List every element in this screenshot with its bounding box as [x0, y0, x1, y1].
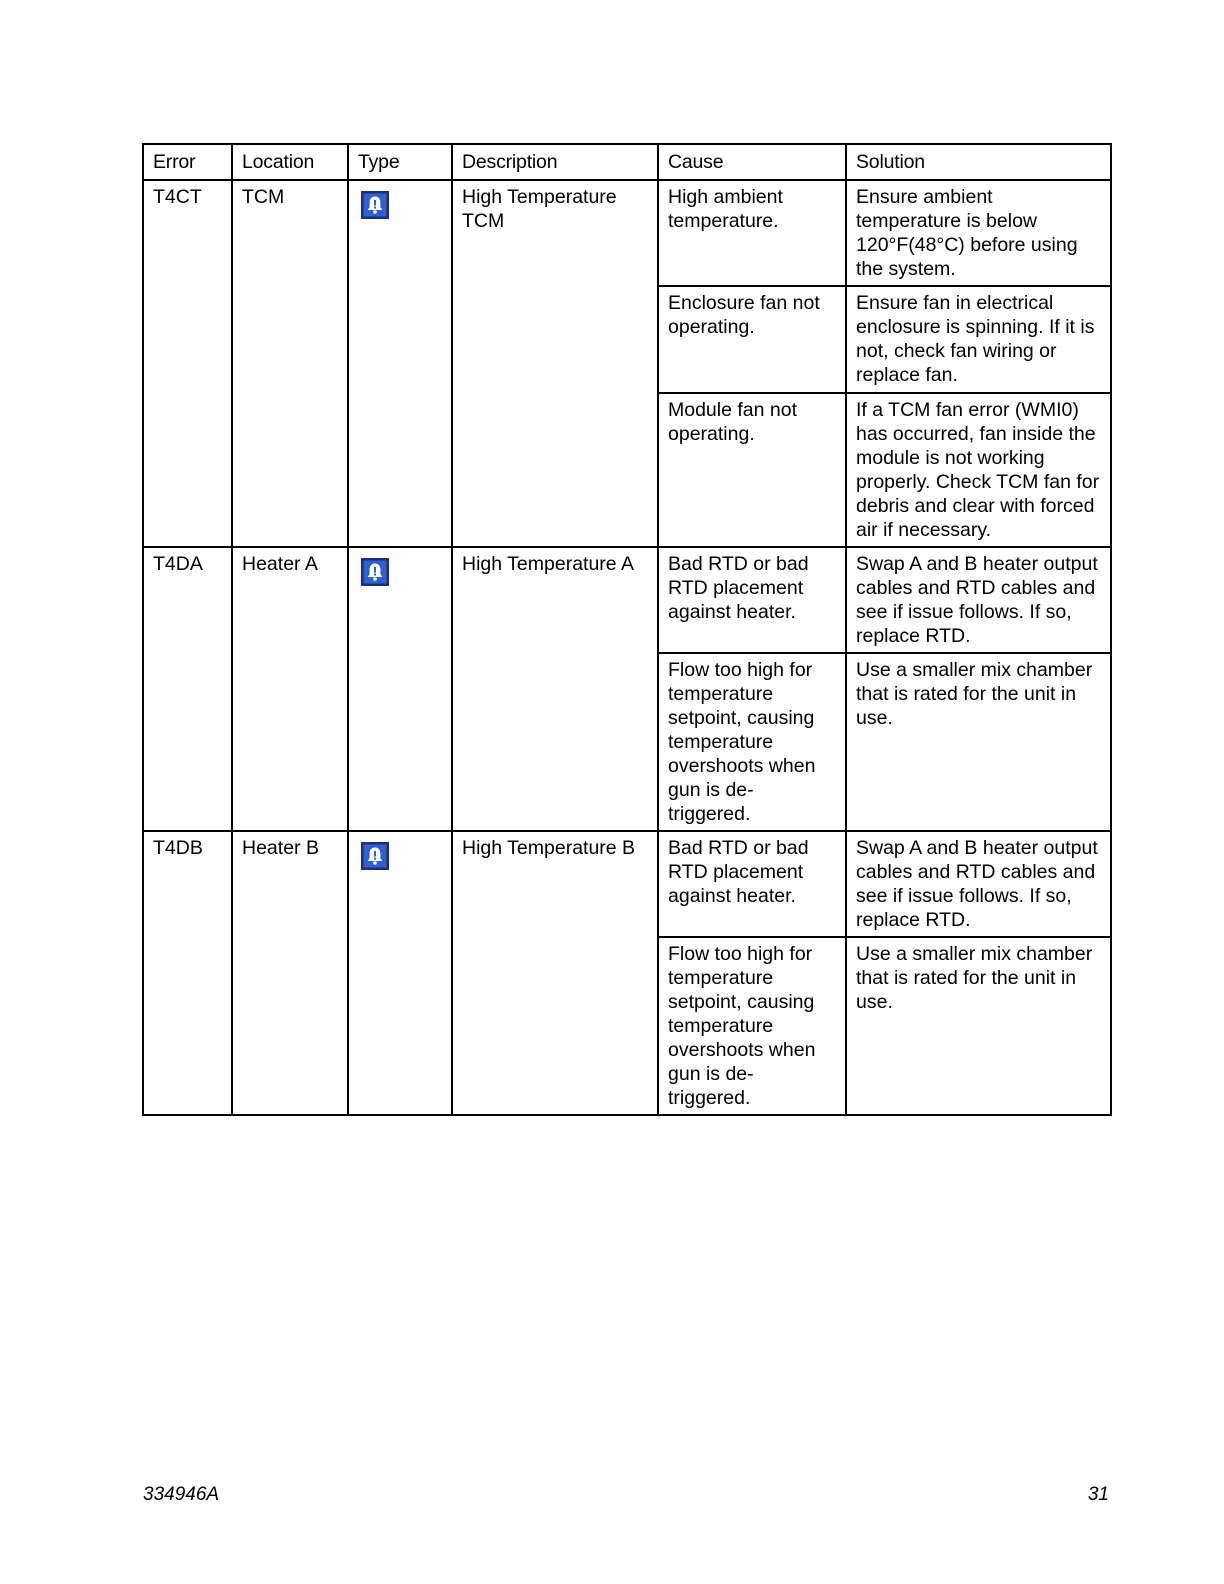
cause-cell: Flow too high for temperature setpoint, causing temperature overshoots when gun is de-triggered. — [658, 937, 846, 1115]
solution-cell: Use a smaller mix chamber that is rated for the unit in use. — [846, 937, 1111, 1115]
description-cell: High Temperature B — [452, 831, 658, 1115]
solution-cell: Swap A and B heater output cables and RTD cables and see if issue follows. If so, replace RTD. — [846, 547, 1111, 653]
error-code-cell: T4DB — [143, 831, 232, 1115]
error-code-cell: T4CT — [143, 180, 232, 547]
header-location: Location — [232, 144, 348, 180]
table-header-row — [143, 144, 1111, 180]
description-cell: High Temperature TCM — [452, 180, 658, 547]
footer-page-number: 31 — [1087, 1484, 1109, 1505]
cause-cell: Bad RTD or bad RTD placement against heater. — [658, 831, 846, 937]
cause-cell: Flow too high for temperature setpoint, causing temperature overshoots when gun is de-triggered. — [658, 653, 846, 831]
table-row — [143, 180, 1111, 286]
cause-cell: Bad RTD or bad RTD placement against heater. — [658, 547, 846, 653]
error-code-cell: T4DA — [143, 547, 232, 831]
type-cell — [348, 547, 452, 831]
cause-cell: Module fan not operating. — [658, 393, 846, 547]
header-solution: Solution — [846, 144, 1111, 180]
error-codes-table — [142, 143, 1112, 1116]
solution-cell: If a TCM fan error (WMI0) has occurred, fan inside the module is not working properly. Check TCM fan for debris and clear with forced air if necessary. — [846, 393, 1111, 547]
location-cell: TCM — [232, 180, 348, 547]
footer-document-number: 334946A — [143, 1484, 220, 1505]
header-error: Error — [143, 144, 232, 180]
header-type: Type — [348, 144, 452, 180]
solution-cell: Ensure ambient temperature is below 120°F(48°C) before using the system. — [846, 180, 1111, 286]
solution-cell: Swap A and B heater output cables and RTD cables and see if issue follows. If so, replace RTD. — [846, 831, 1111, 937]
table-row — [143, 547, 1111, 653]
cause-cell: Enclosure fan not operating. — [658, 286, 846, 393]
location-cell: Heater B — [232, 831, 348, 1115]
solution-cell: Ensure fan in electrical enclosure is spinning. If it is not, check fan wiring or replace fan. — [846, 286, 1111, 393]
cause-cell: High ambient temperature. — [658, 180, 846, 286]
type-cell — [348, 831, 452, 1115]
description-cell: High Temperature A — [452, 547, 658, 831]
alarm-bell-icon — [360, 841, 390, 871]
location-cell: Heater A — [232, 547, 348, 831]
solution-cell: Use a smaller mix chamber that is rated for the unit in use. — [846, 653, 1111, 831]
table-row — [143, 831, 1111, 937]
type-cell — [348, 180, 452, 547]
alarm-bell-icon — [360, 190, 390, 220]
alarm-bell-icon — [360, 557, 390, 587]
header-description: Description — [452, 144, 658, 180]
header-cause: Cause — [658, 144, 846, 180]
